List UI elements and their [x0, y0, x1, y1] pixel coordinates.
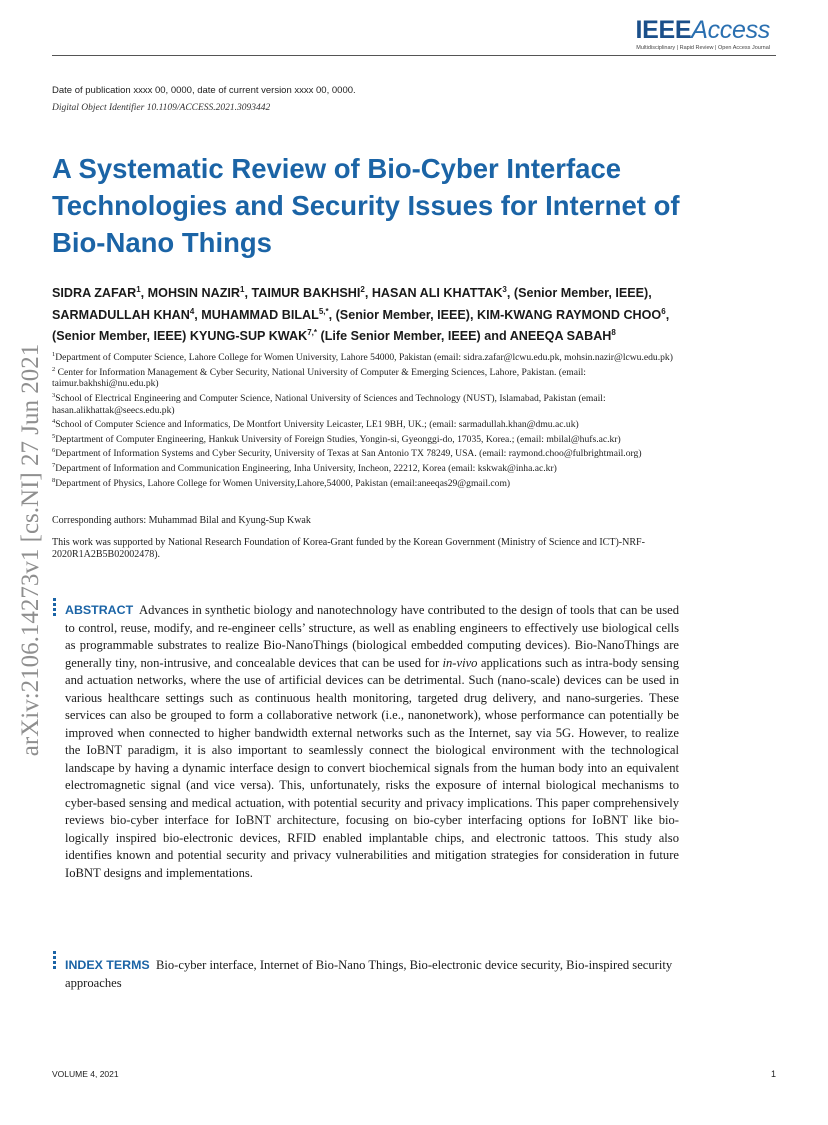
affiliation-item [52, 364, 682, 390]
affiliation-number: 2 [52, 365, 56, 373]
affiliation-text: Center for Information Management & Cyber Security, National University of Computer & Emerging Sciences, Lahore, Pakistan. (email: taimur.bakhshi@nu.edu.pk) [52, 366, 586, 390]
author-name: HASAN ALI KHATTAK [371, 286, 503, 301]
logo-tagline: Multidisciplinary | Rapid Review | Open Access Journal [636, 45, 770, 51]
author-name: KYUNG-SUP KWAK [189, 329, 308, 344]
arxiv-id: arXiv:2106.14273v1 [cs.NI] 27 Jun 2021 [17, 343, 44, 757]
affiliation-number: 7 [52, 462, 56, 470]
affiliation-number: 3 [52, 391, 56, 399]
abstract-text-1: Advances in synthetic biology and nanotechnology have contributed to the design of tools that can be used to control, reuse, modify, and re-engineer cells’ structure, as well as enabling engineers to effectively use biological cells as programmable substrates to realize Bio-NanoThings (biological embedded computing devices). Bio-NanoThings are generally tiny, non-intrusive, and concealable devices that can be used for [65, 603, 680, 670]
affiliation-number: 1 [52, 351, 56, 358]
author-name: TAIMUR BAKHSHI [251, 286, 361, 301]
author-name: SIDRA ZAFAR [52, 286, 137, 301]
affiliation-number: 6 [52, 447, 56, 455]
abstract-label: ABSTRACT [65, 603, 134, 617]
author-affiliation-mark: 2 [360, 285, 365, 294]
author-affiliation-mark: 4 [189, 306, 195, 316]
author-affiliation-mark: 8 [611, 328, 616, 338]
author-suffix: , (Senior Member, IEEE), [328, 307, 477, 322]
author-affiliation-mark: 5,* [318, 306, 329, 316]
affiliation-item [52, 349, 682, 364]
index-terms-marker-icon [53, 951, 57, 971]
index-terms-label: INDEX TERMS [65, 958, 150, 972]
index-terms [65, 957, 679, 992]
affiliation-item [52, 460, 682, 475]
page-number: 1 [770, 1069, 776, 1079]
author-suffix: , [364, 286, 372, 301]
logo-italic: Access [691, 16, 770, 44]
author-name: MUHAMMAD BILAL [201, 307, 319, 322]
author-name: ANEEQA SABAH [509, 329, 612, 344]
affiliation-text: School of Computer Science and Informatics, De Montfort University Leicaster, LE1 9BH, UK.; (email: sarmadullah.khan@dmu.ac.uk) [55, 419, 579, 431]
abstract [65, 602, 679, 882]
abstract-text-italic: in-vivo [442, 655, 478, 670]
affiliations [52, 349, 682, 490]
logo-bold: IEEE [635, 16, 692, 44]
paper-title: A Systematic Review of Bio-Cyber Interface Technologies and Security Issues for Internet of Bio-Nano Things [52, 153, 680, 258]
journal-logo [635, 16, 770, 51]
affiliation-text: Department of Information and Communication Engineering, Inha University, Incheon, 22212, Korea (email: kskwak@inha.ac.kr) [55, 463, 557, 475]
abstract-text-2: applications such as intra-body sensing and actuation networks, where the use of artificial devices can be detrimental. Such (nano-scale) devices can be used in various healthcare settings such as continuous health monitoring, targeted drug delivery, and nano-surgeries. These services can also be grouped to form a collaborative network (i.e., nanonetwork), whose performance can potentially be improved when connected to higher bandwidth external networks such as the Internet, say via 5G. However, to realize the IoBNT paradigm, it is also important to seamlessly connect the biological environment with the technological landscape by having a dynamic interface design to convert biochemical signals from the human body into an equivalent electromagnetic signal (and vice versa). This, unfortunately, risks the exposure of internal biological mechanisms to cyber-based sensing and medical actuation, with potential security and privacy implications. This paper comprehensively reviews bio-cyber interface for IoBNT architecture, focusing on bio-cyber interfacing options for IoBNT like bio-logically inspired bio-electronic devices, RFID enabled implantable chips, and electronic tattoos. This study also identifies known and potential security and privacy vulnerabilities and mitigation strategies for consideration in future IoBNT designs and implementations. [65, 655, 679, 880]
affiliation-item [52, 431, 682, 446]
affiliation-item [52, 445, 682, 460]
affiliation-number: 4 [52, 418, 56, 426]
doi: Digital Object Identifier 10.1109/ACCESS.2021.3093442 [52, 103, 271, 113]
author-list [52, 281, 682, 346]
funding-note: This work was supported by National Research Foundation of Korea-Grant funded by the Korean Government (Ministry of Science and ICT)-NRF-2020R1A2B5B02002478). [52, 537, 645, 560]
author-suffix: , (Senior Member, IEEE), [506, 286, 652, 301]
author-affiliation-mark: 3 [502, 285, 507, 294]
affiliation-number: 8 [52, 476, 56, 484]
author-name: SARMADULLAH KHAN [52, 307, 190, 322]
affiliation-text: School of Electrical Engineering and Computer Science, National University of Sciences and Technology (NUST), Islamabad, Pakistan (email: hasan.alikhattak@seecs.edu.pk) [52, 393, 606, 416]
affiliation-text: Department of Information Systems and Cyber Security, University of Texas at San Antonio TX 78249, USA. (email: raymond.choo@fulbrightmail.org) [55, 448, 642, 460]
author-suffix: , (Senior Member, IEEE) [52, 307, 670, 344]
index-terms-text: Bio-cyber interface, Internet of Bio-Nano Things, Bio-electronic device security, Bio-inspired security approaches [65, 958, 673, 990]
author-suffix: , [140, 286, 148, 301]
publication-date: Date of publication xxxx 00, 0000, date of current version xxxx 00, 0000. [52, 85, 356, 96]
header-rule [52, 55, 776, 56]
author-affiliation-mark: 7,* [307, 328, 317, 338]
author-affiliation-mark: 6 [661, 306, 666, 316]
volume-footer: VOLUME 4, 2021 [52, 1069, 119, 1079]
corresponding-authors: Corresponding authors: Muhammad Bilal and Kyung-Sup Kwak [52, 515, 311, 526]
author-affiliation-mark: 1 [136, 285, 141, 294]
affiliation-item [52, 416, 682, 431]
author-suffix: , [244, 286, 252, 301]
affiliation-text: Department of Physics, Lahore College for Women University,Lahore,54000, Pakistan (email:aneeqas29@gmail.com) [55, 478, 511, 489]
author-name: MOHSIN NAZIR [147, 286, 241, 301]
author-suffix: (Life Senior Member, IEEE) and [317, 329, 510, 344]
author-suffix: , [194, 307, 202, 322]
affiliation-text: Department of Computer Science, Lahore College for Women University, Lahore 54000, Pakistan (email: sidra.zafar@lcwu.edu.pk, mohsin.nazir@lcwu.edu.pk) [55, 352, 673, 364]
affiliation-item [52, 475, 682, 490]
abstract-marker-icon [53, 598, 57, 618]
arxiv-sidebar [13, 300, 49, 800]
affiliation-text: Deptartment of Computer Engineering, Hankuk University of Foreign Studies, Yongin-si, Gyeonggi-do, 17035, Korea.; (email: mbilal@hufs.ac.kr) [55, 433, 621, 445]
affiliation-number: 5 [52, 432, 56, 440]
author-affiliation-mark: 1 [240, 285, 245, 294]
author-name: KIM-KWANG RAYMOND CHOO [476, 307, 662, 322]
affiliation-item [52, 390, 682, 416]
